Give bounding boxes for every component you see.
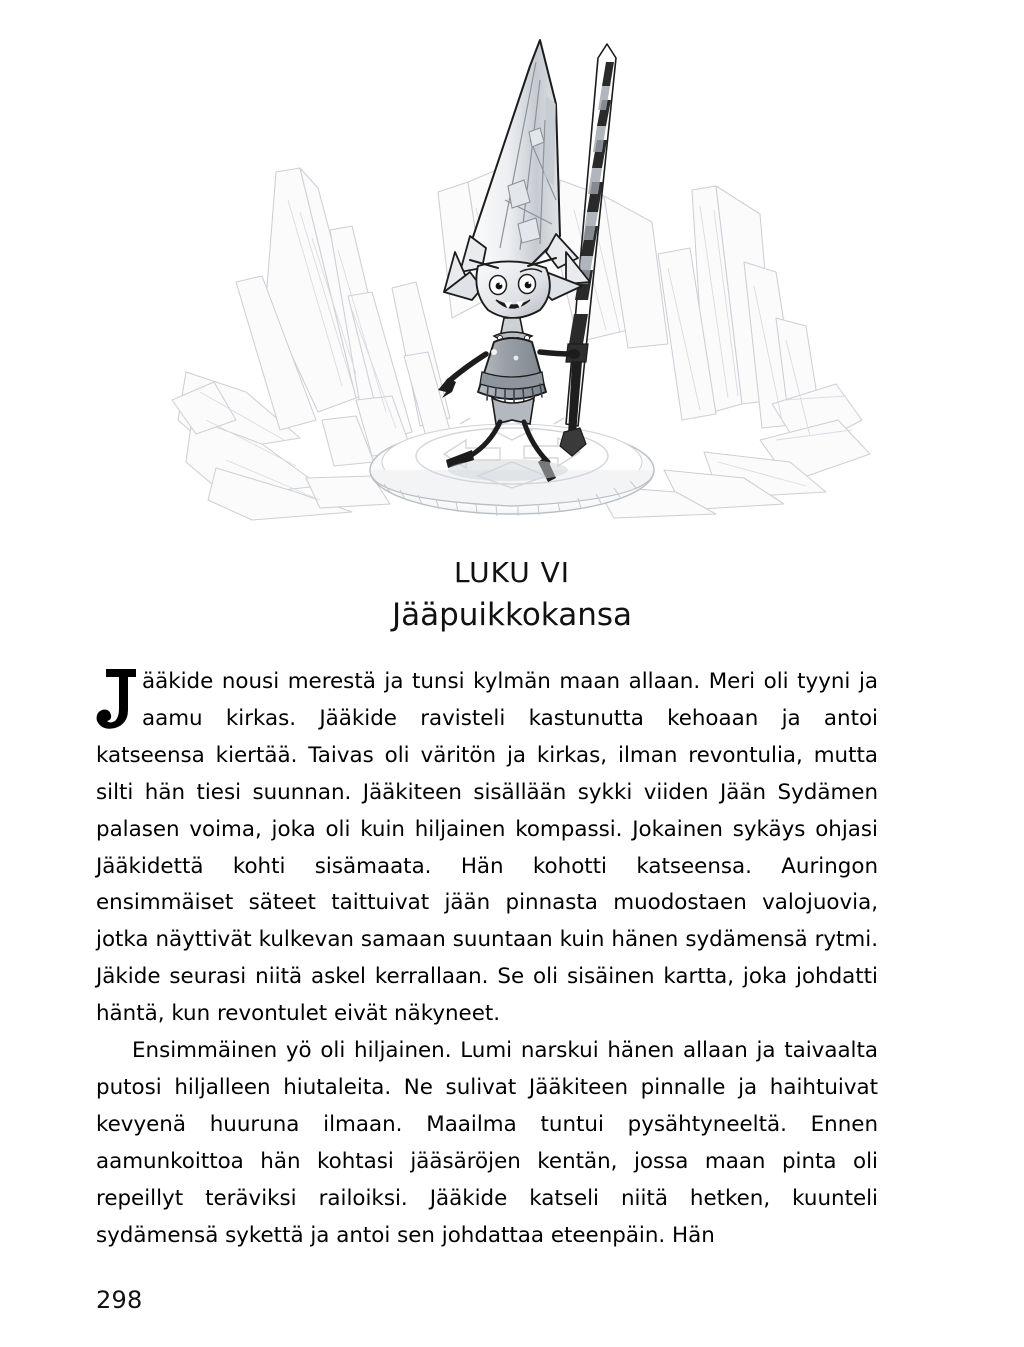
chapter-illustration [0,0,1024,540]
paragraph-2: Ensimmäinen yö oli hiljainen. Lumi narskui hänen allaan ja taivaalta putosi hiljalleen hiutaleita. Ne sulivat Jääkiteen pinnalle ja haihtuivat kevyenä huuruna ilmaan. Maailma tuntui pysähtyneeltä. Ennen aamunkoittoa hän kohtasi jääsäröjen kentän, jossa maan pinta oli repeillyt teräviksi railoiksi. Jääkide katseli niitä hetken, kuunteli sydämensä sykettä ja antoi sen johdattaa eteenpäin. Hän [96,1038,878,1248]
chapter-heading-block [0,558,1024,635]
body-text-column [96,664,878,1255]
creature-body [478,318,546,424]
ice-spirit-illustration-svg [0,0,1024,540]
figure-shadow [448,459,568,481]
first-paragraph-wrapper [96,664,878,1033]
chapter-number: LUKU VI [454,556,570,589]
drop-cap-spacer [96,664,142,732]
paragraph-1: ääkide nousi merestä ja tunsi kylmän maan allaan. Meri oli tyyni ja aamu kirkas. Jääkide ravisteli kastunutta kehoaan ja antoi katseensa kiertää. Taivas oli väritön ja kirkas, ilman revontulia, mutta silti hän tiesi suunnan. Jääkiteen sisällään sykki viiden Jään Sydämen palasen voima, joka oli kuin hiljainen kompassi. Jokainen sykäys ohjasi Jääkidettä kohti sisämaata. Hän kohotti katseensa. Auringon ensimmäiset säteet taittuivat jään pinnasta muodostaen valojuovia, jotka näyttivät kulkevan samaan suuntaan kuin hänen sydämensä rytmi. Jäkide seurasi niitä askel kerrallaan. Se oli sisäinen kartta, joka johdatti häntä, kun revontulet eivät näkyneet. [96,669,878,1027]
page-number: 298 [96,1286,143,1314]
chapter-title: Jääpuikkokansa [391,596,633,633]
